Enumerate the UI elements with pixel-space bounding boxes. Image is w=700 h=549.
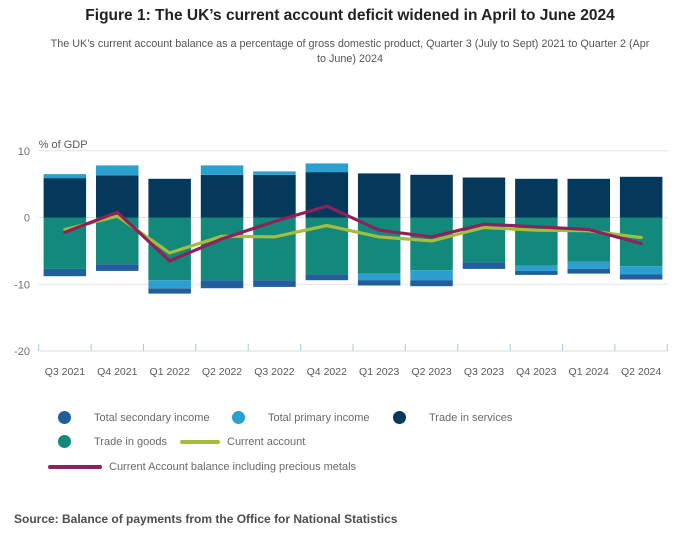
y-tick-label: -20 bbox=[14, 346, 30, 358]
bar-q2-2022-trade-in-goods bbox=[201, 218, 244, 281]
legend-label: Trade in goods bbox=[94, 435, 167, 448]
bar-q4-2022-total-secondary-income bbox=[306, 274, 349, 280]
legend-label: Current Account balance including precious metals bbox=[109, 460, 357, 473]
x-tick-label-q4-2022: Q4 2022 bbox=[306, 366, 347, 378]
bar-q3-2023-trade-in-services bbox=[463, 178, 506, 218]
x-tick-label-q4-2021: Q4 2021 bbox=[97, 366, 138, 378]
bar-q2-2023-total-secondary-income bbox=[410, 280, 453, 286]
source-note: Source: Balance of payments from the Office for National Statistics bbox=[14, 512, 398, 526]
bar-q3-2022-trade-in-services bbox=[253, 175, 296, 218]
current-account-chart bbox=[0, 135, 700, 390]
y-tick-label: 0 bbox=[23, 212, 30, 225]
figure-subtitle: The UK’s current account balance as a percentage of gross domestic product, Quarter 3 (July to Sept) 2021 to Quarter 2 (Apr to June) 2024 bbox=[50, 38, 650, 66]
bar-q2-2023-total-primary-income bbox=[410, 270, 453, 280]
bar-q1-2024-trade-in-services bbox=[568, 179, 611, 218]
x-tick-label-q3-2022: Q3 2022 bbox=[254, 366, 295, 378]
bar-q4-2021-total-primary-income bbox=[96, 165, 139, 175]
bar-q2-2022-total-primary-income bbox=[201, 165, 244, 174]
legend-item-current-account bbox=[180, 434, 305, 449]
bar-q1-2024-total-secondary-income bbox=[568, 269, 611, 274]
bar-q2-2023-trade-in-goods bbox=[410, 218, 453, 271]
bar-q3-2021-total-primary-income bbox=[44, 174, 87, 178]
bar-q1-2023-total-secondary-income bbox=[358, 280, 401, 285]
bar-q1-2024-trade-in-goods bbox=[568, 218, 611, 262]
bar-q4-2023-trade-in-services bbox=[515, 179, 558, 218]
legend-label: Current account bbox=[227, 435, 306, 448]
legend-label: Total primary income bbox=[268, 411, 370, 424]
bar-q2-2023-trade-in-services bbox=[410, 175, 453, 218]
x-tick-label-q3-2023: Q3 2023 bbox=[463, 366, 505, 378]
total-secondary-income-swatch-icon bbox=[58, 411, 71, 424]
x-tick-label-q4-2023: Q4 2023 bbox=[516, 366, 557, 378]
y-tick-label: -10 bbox=[14, 279, 30, 292]
y-tick-label: 10 bbox=[17, 145, 30, 158]
legend-item-current-account-incl-precious-metals bbox=[48, 459, 356, 474]
bar-q4-2022-total-primary-income bbox=[306, 163, 349, 172]
x-tick-label-q1-2024: Q1 2024 bbox=[568, 366, 609, 378]
total-primary-income-swatch-icon bbox=[232, 411, 245, 424]
bar-q1-2023-trade-in-goods bbox=[358, 218, 401, 274]
bar-q1-2022-total-primary-income bbox=[148, 280, 191, 288]
bar-q1-2023-trade-in-services bbox=[358, 173, 401, 217]
bar-q2-2024-total-primary-income bbox=[620, 266, 663, 274]
legend-item-total-secondary-income bbox=[58, 410, 210, 425]
bar-q2-2022-trade-in-services bbox=[201, 175, 244, 218]
legend-item-trade-in-services bbox=[393, 410, 512, 425]
bar-q2-2024-total-secondary-income bbox=[620, 274, 663, 279]
bar-q3-2023-total-secondary-income bbox=[463, 262, 506, 269]
x-tick-label-q2-2023: Q2 2023 bbox=[411, 366, 452, 378]
bar-q3-2022-total-secondary-income bbox=[253, 280, 296, 287]
bar-q2-2024-trade-in-goods bbox=[620, 218, 663, 267]
x-tick-label-q1-2023: Q1 2023 bbox=[359, 366, 400, 378]
x-tick-label-q3-2021: Q3 2021 bbox=[44, 366, 86, 378]
x-tick-label-q1-2022: Q1 2022 bbox=[149, 366, 190, 378]
bar-q2-2024-trade-in-services bbox=[620, 177, 663, 218]
bar-q3-2021-total-secondary-income bbox=[44, 269, 87, 276]
bar-q4-2021-total-secondary-income bbox=[96, 264, 139, 271]
current-account-line-swatch-icon bbox=[180, 440, 220, 444]
legend-label: Total secondary income bbox=[94, 411, 210, 424]
x-tick-label-q2-2022: Q2 2022 bbox=[201, 366, 243, 378]
bar-q4-2023-total-primary-income bbox=[515, 266, 558, 271]
current-account-incl-precious-metals-line-swatch-icon bbox=[48, 465, 102, 469]
bar-q1-2023-total-primary-income bbox=[358, 274, 401, 281]
legend-item-total-primary-income bbox=[232, 410, 369, 425]
x-tick-label-q2-2024: Q2 2024 bbox=[620, 366, 662, 378]
bar-q3-2021-trade-in-services bbox=[44, 178, 87, 217]
trade-in-goods-swatch-icon bbox=[58, 435, 71, 448]
figure-title: Figure 1: The UK’s current account deficit widened in April to June 2024 bbox=[85, 7, 615, 24]
bar-q1-2024-total-primary-income bbox=[568, 262, 611, 269]
legend-label: Trade in services bbox=[429, 411, 513, 424]
bar-q3-2022-total-primary-income bbox=[253, 171, 296, 174]
bar-q1-2022-trade-in-services bbox=[148, 179, 191, 218]
trade-in-services-swatch-icon bbox=[393, 411, 406, 424]
bar-q1-2022-total-secondary-income bbox=[148, 288, 191, 293]
legend-item-trade-in-goods bbox=[58, 434, 167, 449]
bar-q4-2023-total-secondary-income bbox=[515, 271, 558, 275]
bar-q2-2022-total-secondary-income bbox=[201, 280, 244, 288]
y-axis-unit-label: % of GDP bbox=[38, 139, 88, 151]
